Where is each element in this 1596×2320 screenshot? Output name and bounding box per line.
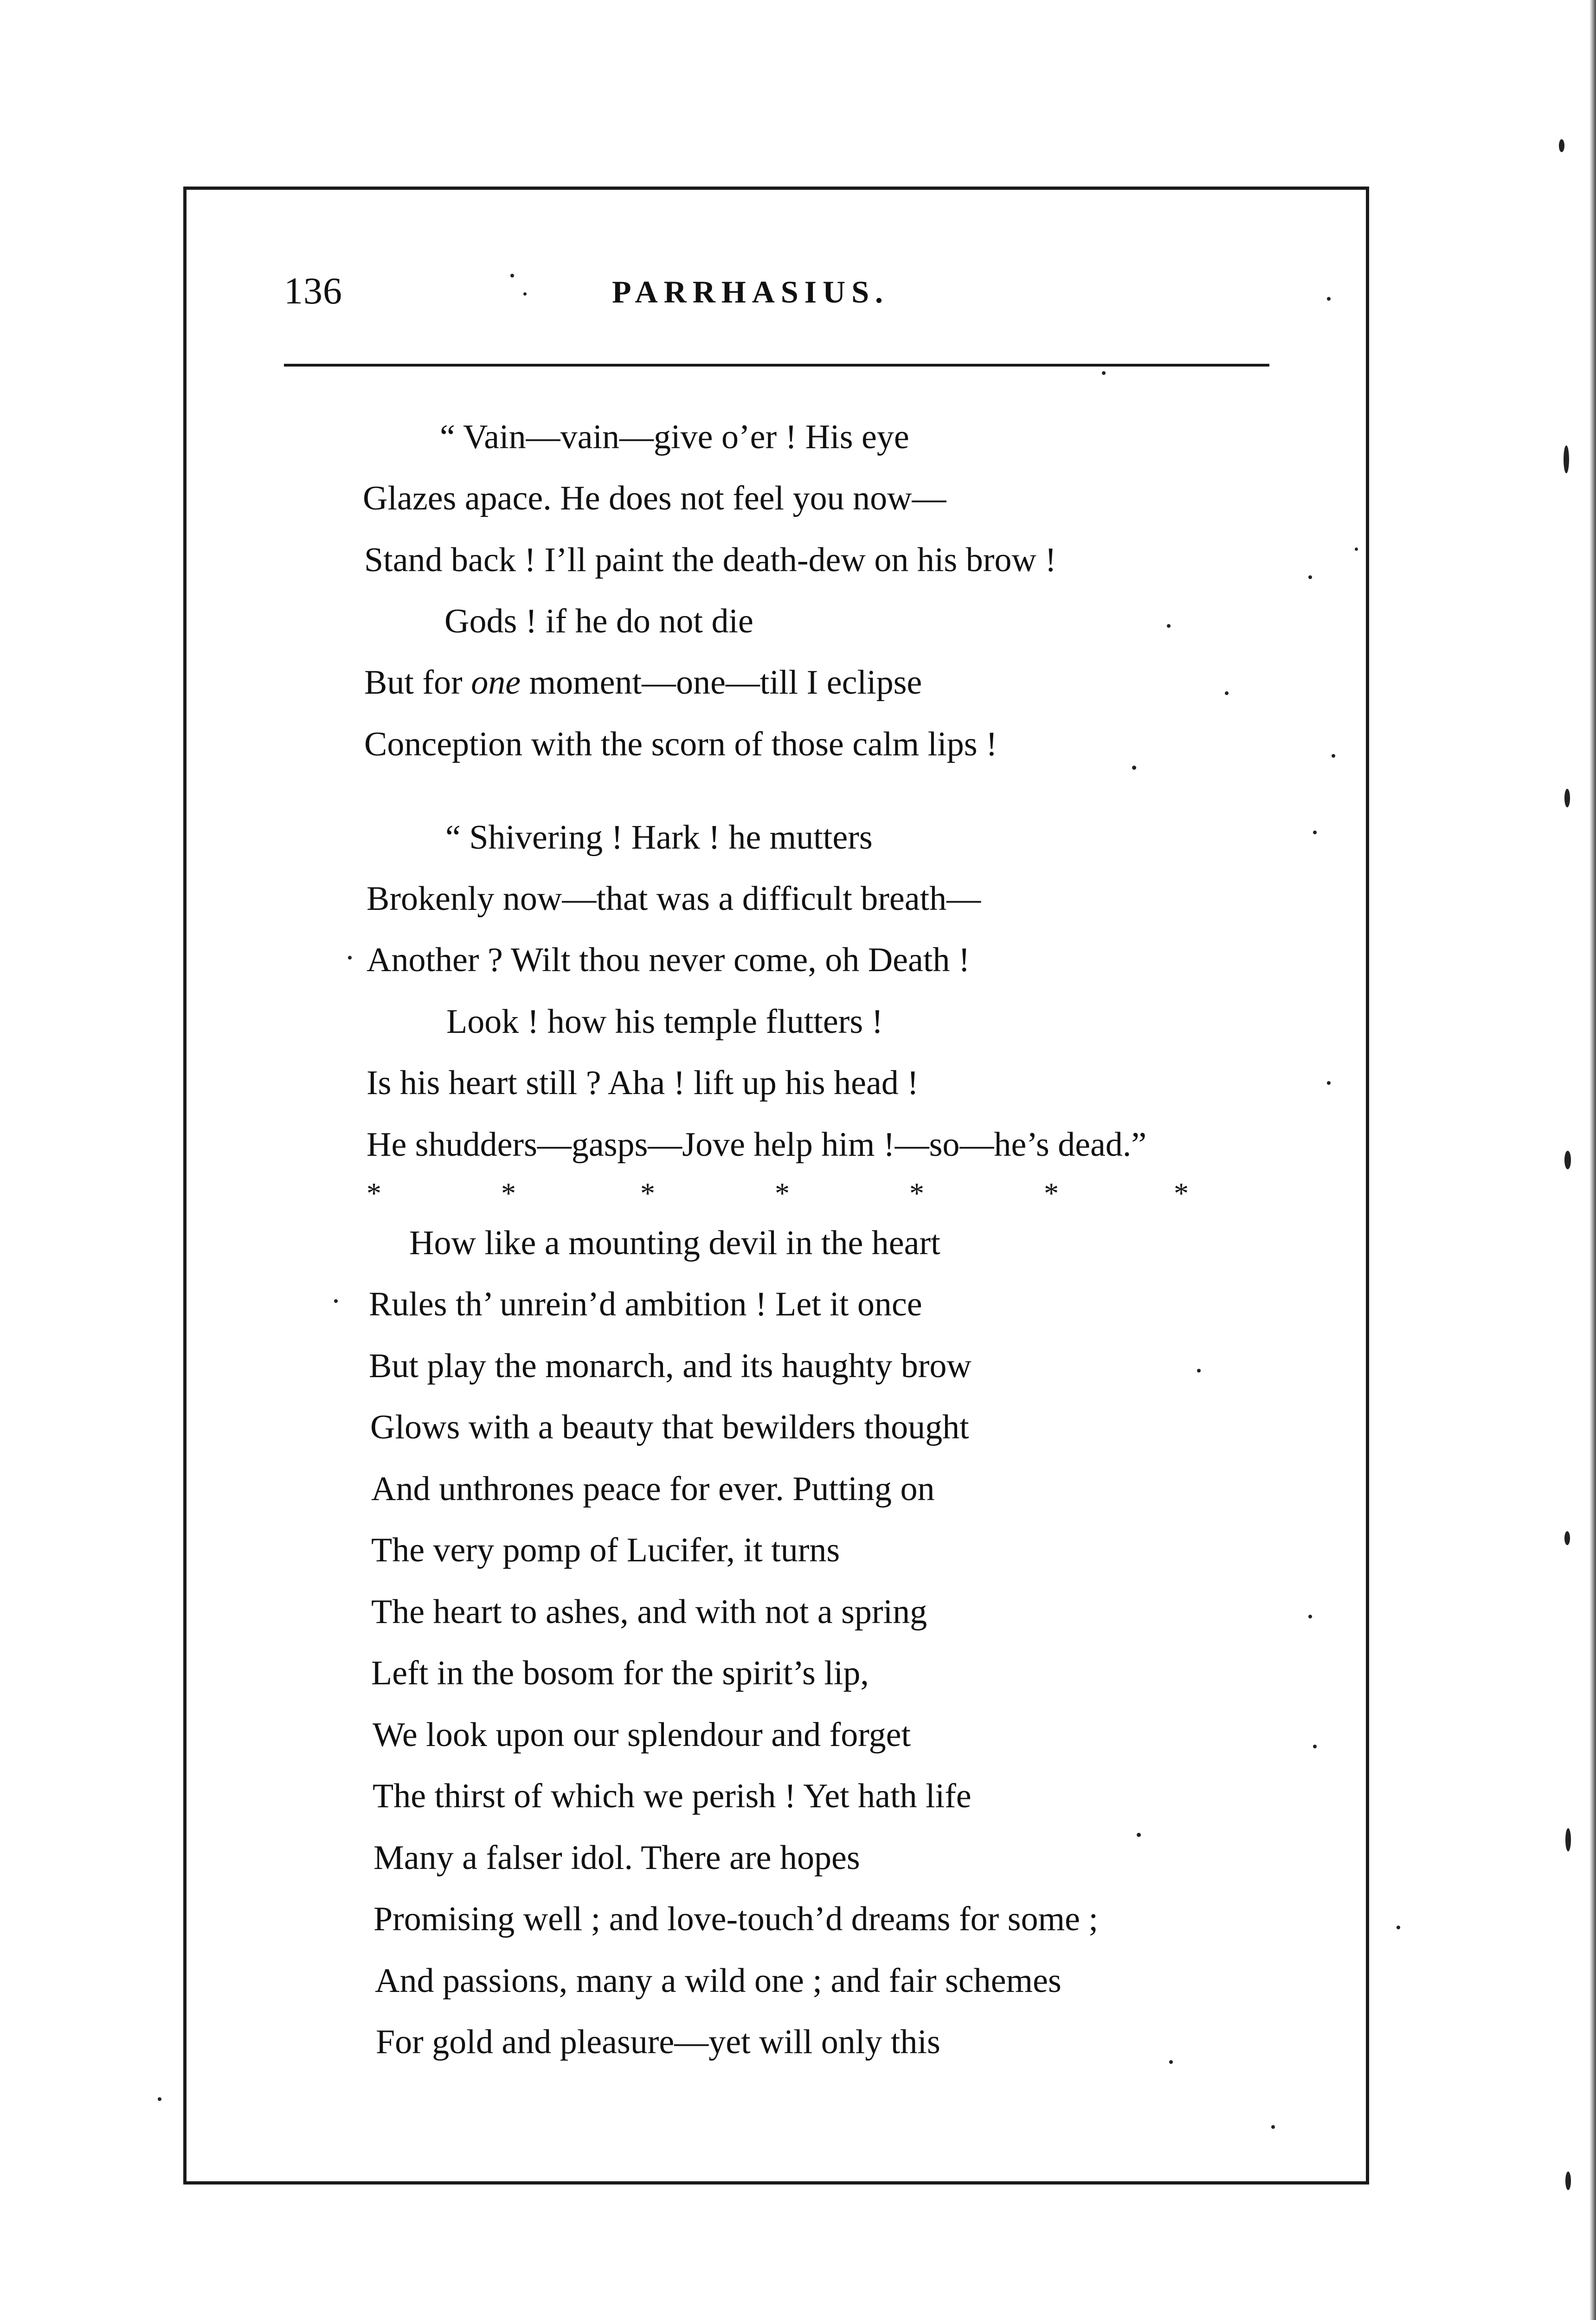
page-number: 136	[284, 270, 342, 312]
separator-star: *	[640, 1177, 655, 1210]
poem-line: Promising well ; and love-touch’d dreams for some ;	[373, 1900, 1098, 1938]
poem-line: Many a falser idol. There are hopes	[373, 1839, 860, 1877]
separator-star: *	[367, 1177, 381, 1210]
separator-star: *	[501, 1177, 516, 1210]
scan-speck	[334, 1299, 338, 1303]
poem-line: Is his heart still ? Aha ! lift up his head !	[367, 1064, 919, 1102]
poem-line: How like a mounting devil in the heart	[409, 1224, 940, 1262]
scan-speck	[1169, 2060, 1173, 2064]
page-edge-shadow	[1590, 0, 1596, 2320]
poem-line-suffix	[521, 664, 529, 702]
poem-line: Look ! how his temple flutters !	[446, 1003, 883, 1041]
scan-speck	[1271, 2125, 1275, 2129]
scan-speck	[1327, 1081, 1331, 1085]
scan-speck	[1565, 1828, 1571, 1851]
poem-line: Rules th’ unrein’d ambition ! Let it once	[369, 1285, 922, 1323]
scan-speck	[1355, 548, 1358, 551]
scan-speck	[1559, 139, 1564, 152]
poem-line: Gods ! if he do not die	[444, 602, 753, 640]
poem-line: And passions, many a wild one ; and fair schemes	[375, 1962, 1062, 2000]
poem-line: Glows with a beauty that bewilders thought	[370, 1408, 969, 1446]
poem-line: We look upon our splendour and forget	[373, 1716, 911, 1754]
poem-line: Left in the bosom for the spirit’s lip,	[371, 1654, 869, 1692]
scan-speck	[348, 956, 352, 960]
separator-star: *	[1044, 1177, 1059, 1210]
poem-line: But play the monarch, and its haughty brow	[369, 1347, 972, 1385]
scan-speck	[1308, 1615, 1312, 1618]
header-rule	[284, 364, 1269, 367]
poem-line-emphasis: one	[471, 664, 521, 702]
scan-speck	[1313, 1745, 1317, 1748]
scan-speck	[1564, 445, 1569, 473]
scan-speck	[1102, 371, 1106, 375]
scan-speck	[1313, 831, 1317, 834]
poem-line: And unthrones peace for ever. Putting on	[371, 1470, 935, 1508]
poem-line: For gold and pleasure—yet will only this	[376, 2023, 940, 2061]
scan-speck	[1332, 754, 1335, 758]
scan-speck	[510, 274, 514, 277]
scan-speck	[1564, 789, 1570, 807]
poem-line: Glazes apace. He does not feel you now—	[363, 479, 946, 517]
scan-speck	[1225, 691, 1229, 695]
scan-speck	[1565, 2172, 1571, 2190]
poem-line	[364, 665, 922, 700]
page-header	[284, 269, 1277, 325]
scan-speck	[1327, 297, 1331, 301]
poem-line-prefix: But for	[364, 664, 471, 702]
section-separator	[367, 1179, 1202, 1211]
poem-line: “ Shivering ! Hark ! he mutters	[445, 818, 873, 857]
scan-speck	[1396, 1926, 1400, 1929]
poem-line: “ Vain—vain—give o’er ! His eye	[440, 418, 909, 456]
separator-star: *	[1174, 1177, 1189, 1210]
scan-speck	[1308, 575, 1312, 579]
scan-speck	[158, 2097, 161, 2101]
scan-speck	[523, 292, 527, 296]
poem-line: The thirst of which we perish ! Yet hath life	[373, 1777, 972, 1815]
separator-star: *	[909, 1177, 924, 1210]
poem-line: He shudders—gasps—Jove help him !—so—he’s dead.”	[367, 1126, 1147, 1164]
poem-line: Stand back ! I’ll paint the death-dew on his brow !	[364, 541, 1056, 579]
poem-line: Brokenly now—that was a difficult breath—	[367, 880, 981, 918]
poem-line: The heart to ashes, and with not a spring	[371, 1593, 927, 1631]
poem-line-rest: moment—one—till I eclipse	[529, 664, 922, 702]
scan-speck	[1132, 766, 1136, 770]
scan-speck	[1197, 1369, 1201, 1373]
poem-line: The very pomp of Lucifer, it turns	[371, 1531, 840, 1569]
poem-line: Conception with the scorn of those calm lips !	[364, 725, 998, 763]
poem-line: Another ? Wilt thou never come, oh Death !	[367, 941, 970, 979]
scan-speck	[1564, 1151, 1571, 1169]
separator-star: *	[775, 1177, 790, 1210]
running-title: PARRHASIUS.	[612, 274, 889, 309]
scan-speck	[1564, 1531, 1570, 1545]
scan-speck	[1167, 624, 1171, 628]
scan-speck	[1137, 1833, 1141, 1837]
